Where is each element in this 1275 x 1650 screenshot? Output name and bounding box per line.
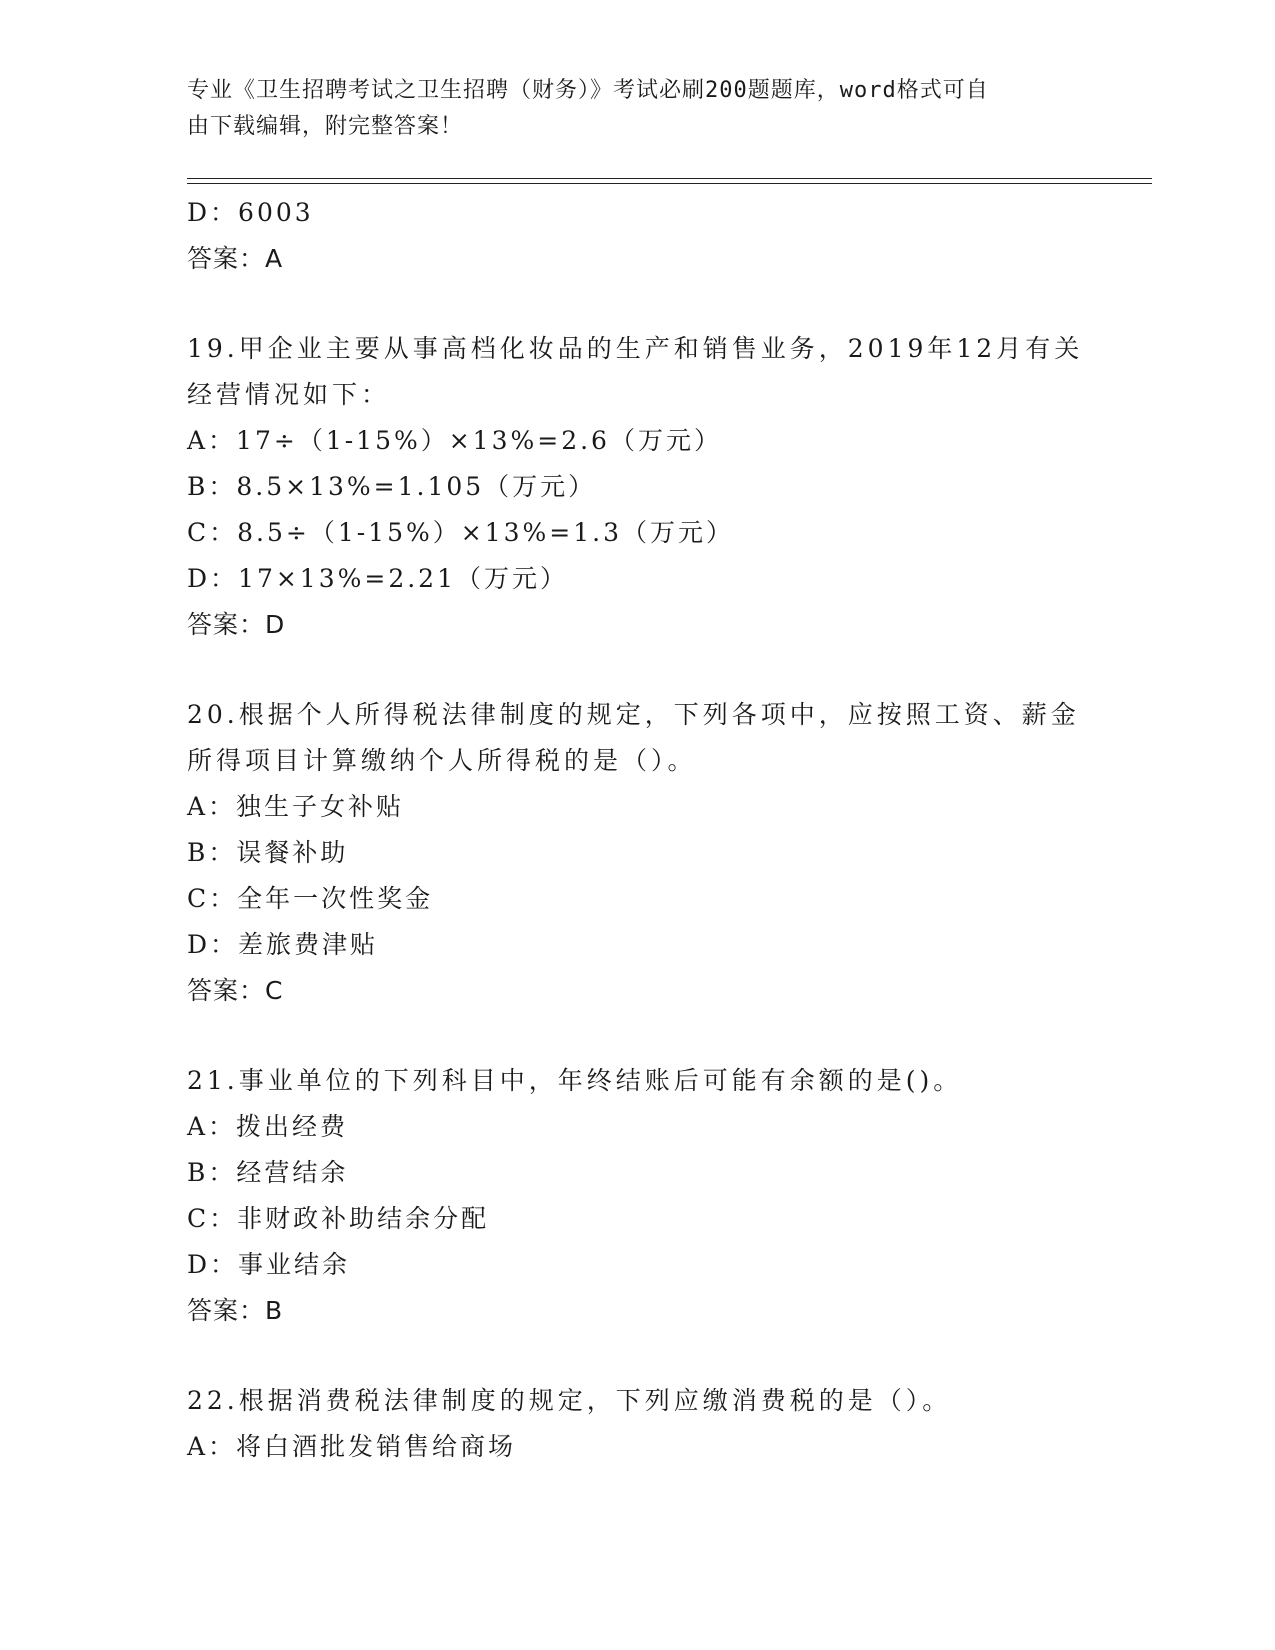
header-line-1: 专业《卫生招聘考试之卫生招聘（财务）》考试必刷200题题库，word格式可自 xyxy=(187,78,989,103)
question-title: 经营情况如下： xyxy=(187,380,391,409)
question-19 xyxy=(187,326,1087,648)
option-d: D：差旅费津贴 xyxy=(187,930,379,959)
answer-line: 答案：D xyxy=(187,610,286,639)
option-d: D：6003 xyxy=(187,198,314,227)
question-21 xyxy=(187,1058,1087,1334)
question-title: 22.根据消费税法律制度的规定，下列应缴消费税的是（）。 xyxy=(187,1386,952,1415)
option-c: C：非财政补助结余分配 xyxy=(187,1204,490,1233)
header-divider-top xyxy=(187,178,1152,179)
option-d: D：事业结余 xyxy=(187,1250,351,1279)
answer-line: 答案：B xyxy=(187,1296,284,1325)
option-d: D：17×13%=2.21（万元） xyxy=(187,564,568,593)
question-title: 19.甲企业主要从事高档化妆品的生产和销售业务，2019年12月有关 xyxy=(187,334,1084,363)
document-header xyxy=(187,73,1067,145)
question-list xyxy=(187,190,1087,1470)
option-c: C：全年一次性奖金 xyxy=(187,884,434,913)
question-title: 20.根据个人所得税法律制度的规定，下列各项中，应按照工资、薪金 xyxy=(187,700,1080,729)
header-line-2: 由下载编辑，附完整答案！ xyxy=(187,114,464,139)
question-title: 21.事业单位的下列科目中，年终结账后可能有余额的是()。 xyxy=(187,1066,963,1095)
question-20 xyxy=(187,692,1087,1014)
option-b: B：8.5×13%=1.105（万元） xyxy=(187,472,597,501)
header-divider-bottom xyxy=(187,183,1152,184)
question-22 xyxy=(187,1378,1087,1470)
option-c: C：8.5÷（1-15%）×13%=1.3（万元） xyxy=(187,518,734,547)
option-a: A：独生子女补贴 xyxy=(187,792,405,821)
question-title: 所得项目计算缴纳个人所得税的是（）。 xyxy=(187,746,697,775)
answer-line: 答案：C xyxy=(187,976,284,1005)
option-a: A：17÷（1-15%）×13%=2.6（万元） xyxy=(187,426,722,455)
option-a: A：拨出经费 xyxy=(187,1112,349,1141)
option-b: B：经营结余 xyxy=(187,1158,349,1187)
answer-line: 答案：A xyxy=(187,244,284,273)
previous-question-tail xyxy=(187,190,1087,282)
option-b: B：误餐补助 xyxy=(187,838,349,867)
option-a: A：将白酒批发销售给商场 xyxy=(187,1432,517,1461)
